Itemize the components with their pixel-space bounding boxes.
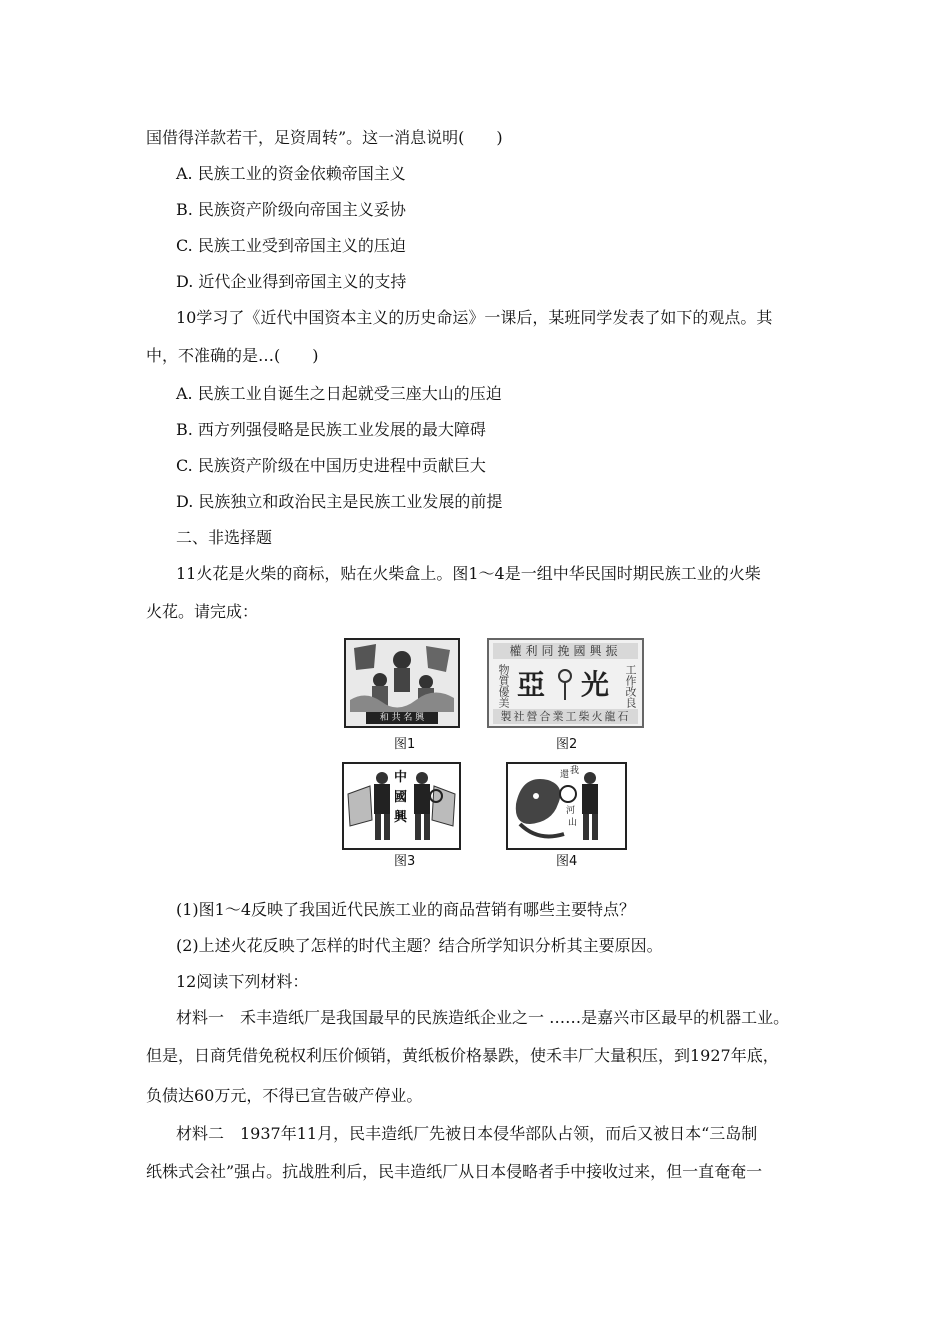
question-10: 10学习了《近代中国资本主义的历史命运》一课后，某班同学发表了如下的观点。其: [176, 308, 773, 327]
figure-2-left-text: 物質優美: [497, 664, 510, 708]
figure-3-char-1: 中: [394, 770, 408, 785]
option-b: B. 西方列强侵略是民族工业发展的最大障碍: [176, 420, 486, 439]
figure-2-char-left: 亞: [517, 668, 546, 701]
option-a: A. 民族工业自诞生之日起就受三座大山的压迫: [176, 384, 502, 403]
figure-2-right-text: 工作改良: [624, 664, 637, 708]
sub-question-2: (2)上述火花反映了怎样的时代主题？结合所学知识分析其主要原因。: [176, 936, 663, 955]
figure-3-char-3: 興: [394, 810, 408, 825]
figure-2-char-right: 光: [581, 668, 610, 701]
option-b: B. 民族资产阶级向帝国主义妥协: [176, 200, 406, 219]
figure-3-char-2: 國: [394, 790, 408, 805]
sub-question-1: (1)图1～4反映了我国近代民族工业的商品营销有哪些主要特点？: [176, 900, 636, 919]
figure-4-char-4: 山: [568, 818, 578, 828]
figure-2-bottom-text: 製社營合業工柴火龍石: [493, 709, 638, 724]
matchbox-figure-3: [342, 762, 461, 850]
option-c: C. 民族工业受到帝国主义的压迫: [176, 236, 406, 255]
figure-2-caption: 图2: [556, 737, 578, 752]
figure-3-caption: 图3: [394, 854, 416, 869]
option-d: D. 民族独立和政治民主是民族工业发展的前提: [176, 492, 503, 511]
question-11: 11火花是火柴的商标，贴在火柴盒上。图1～4是一组中华民国时期民族工业的火柴: [176, 564, 761, 583]
text-line: 负债达60万元，不得已宣告破产停业。: [146, 1086, 423, 1105]
figure-1-banner: 和 共 名 興: [379, 713, 425, 723]
option-a: A. 民族工业的资金依赖帝国主义: [176, 164, 406, 183]
material-1: 材料一 禾丰造纸厂是我国最早的民族造纸企业之一 ……是嘉兴市区最早的机器工业。: [176, 1008, 790, 1027]
figure-4-caption: 图4: [556, 854, 578, 869]
material-2: 材料二 1937年11月，民丰造纸厂先被日本侵华部队占领，而后又被日本“三岛制: [176, 1124, 758, 1143]
figure-4-char-1: 還: [560, 770, 570, 780]
sun-icon: [555, 666, 575, 702]
matchbox-figure-4: [506, 762, 627, 850]
question-12: 12阅读下列材料：: [176, 972, 309, 991]
text-line: 火花。请完成：: [146, 602, 259, 621]
matchbox-figure-2: [487, 638, 644, 728]
text-line: 中，不准确的是…( ): [146, 346, 319, 365]
text-line: 但是，日商凭借免税权利压价倾销，黄纸板价格暴跌，使禾丰厂大量积压，到1927年底，: [146, 1046, 779, 1065]
matchbox-figure-1: [344, 638, 460, 728]
text-line: 纸株式会社”强占。抗战胜利后，民丰造纸厂从日本侵略者手中接收过来，但一直奄奄一: [146, 1162, 763, 1181]
figure-2-top-text: 權利同挽國興振: [493, 643, 638, 659]
option-c: C. 民族资产阶级在中国历史进程中贡献巨大: [176, 456, 486, 475]
figure-4-char-3: 河: [566, 806, 576, 816]
figure-4-char-2: 我: [570, 766, 580, 776]
option-d: D. 近代企业得到帝国主义的支持: [176, 272, 407, 291]
figure-1-caption: 图1: [394, 737, 416, 752]
text-line: 国借得洋款若干，足资周转”。这一消息说明( ): [146, 128, 503, 147]
section-heading: 二、非选择题: [176, 528, 273, 547]
